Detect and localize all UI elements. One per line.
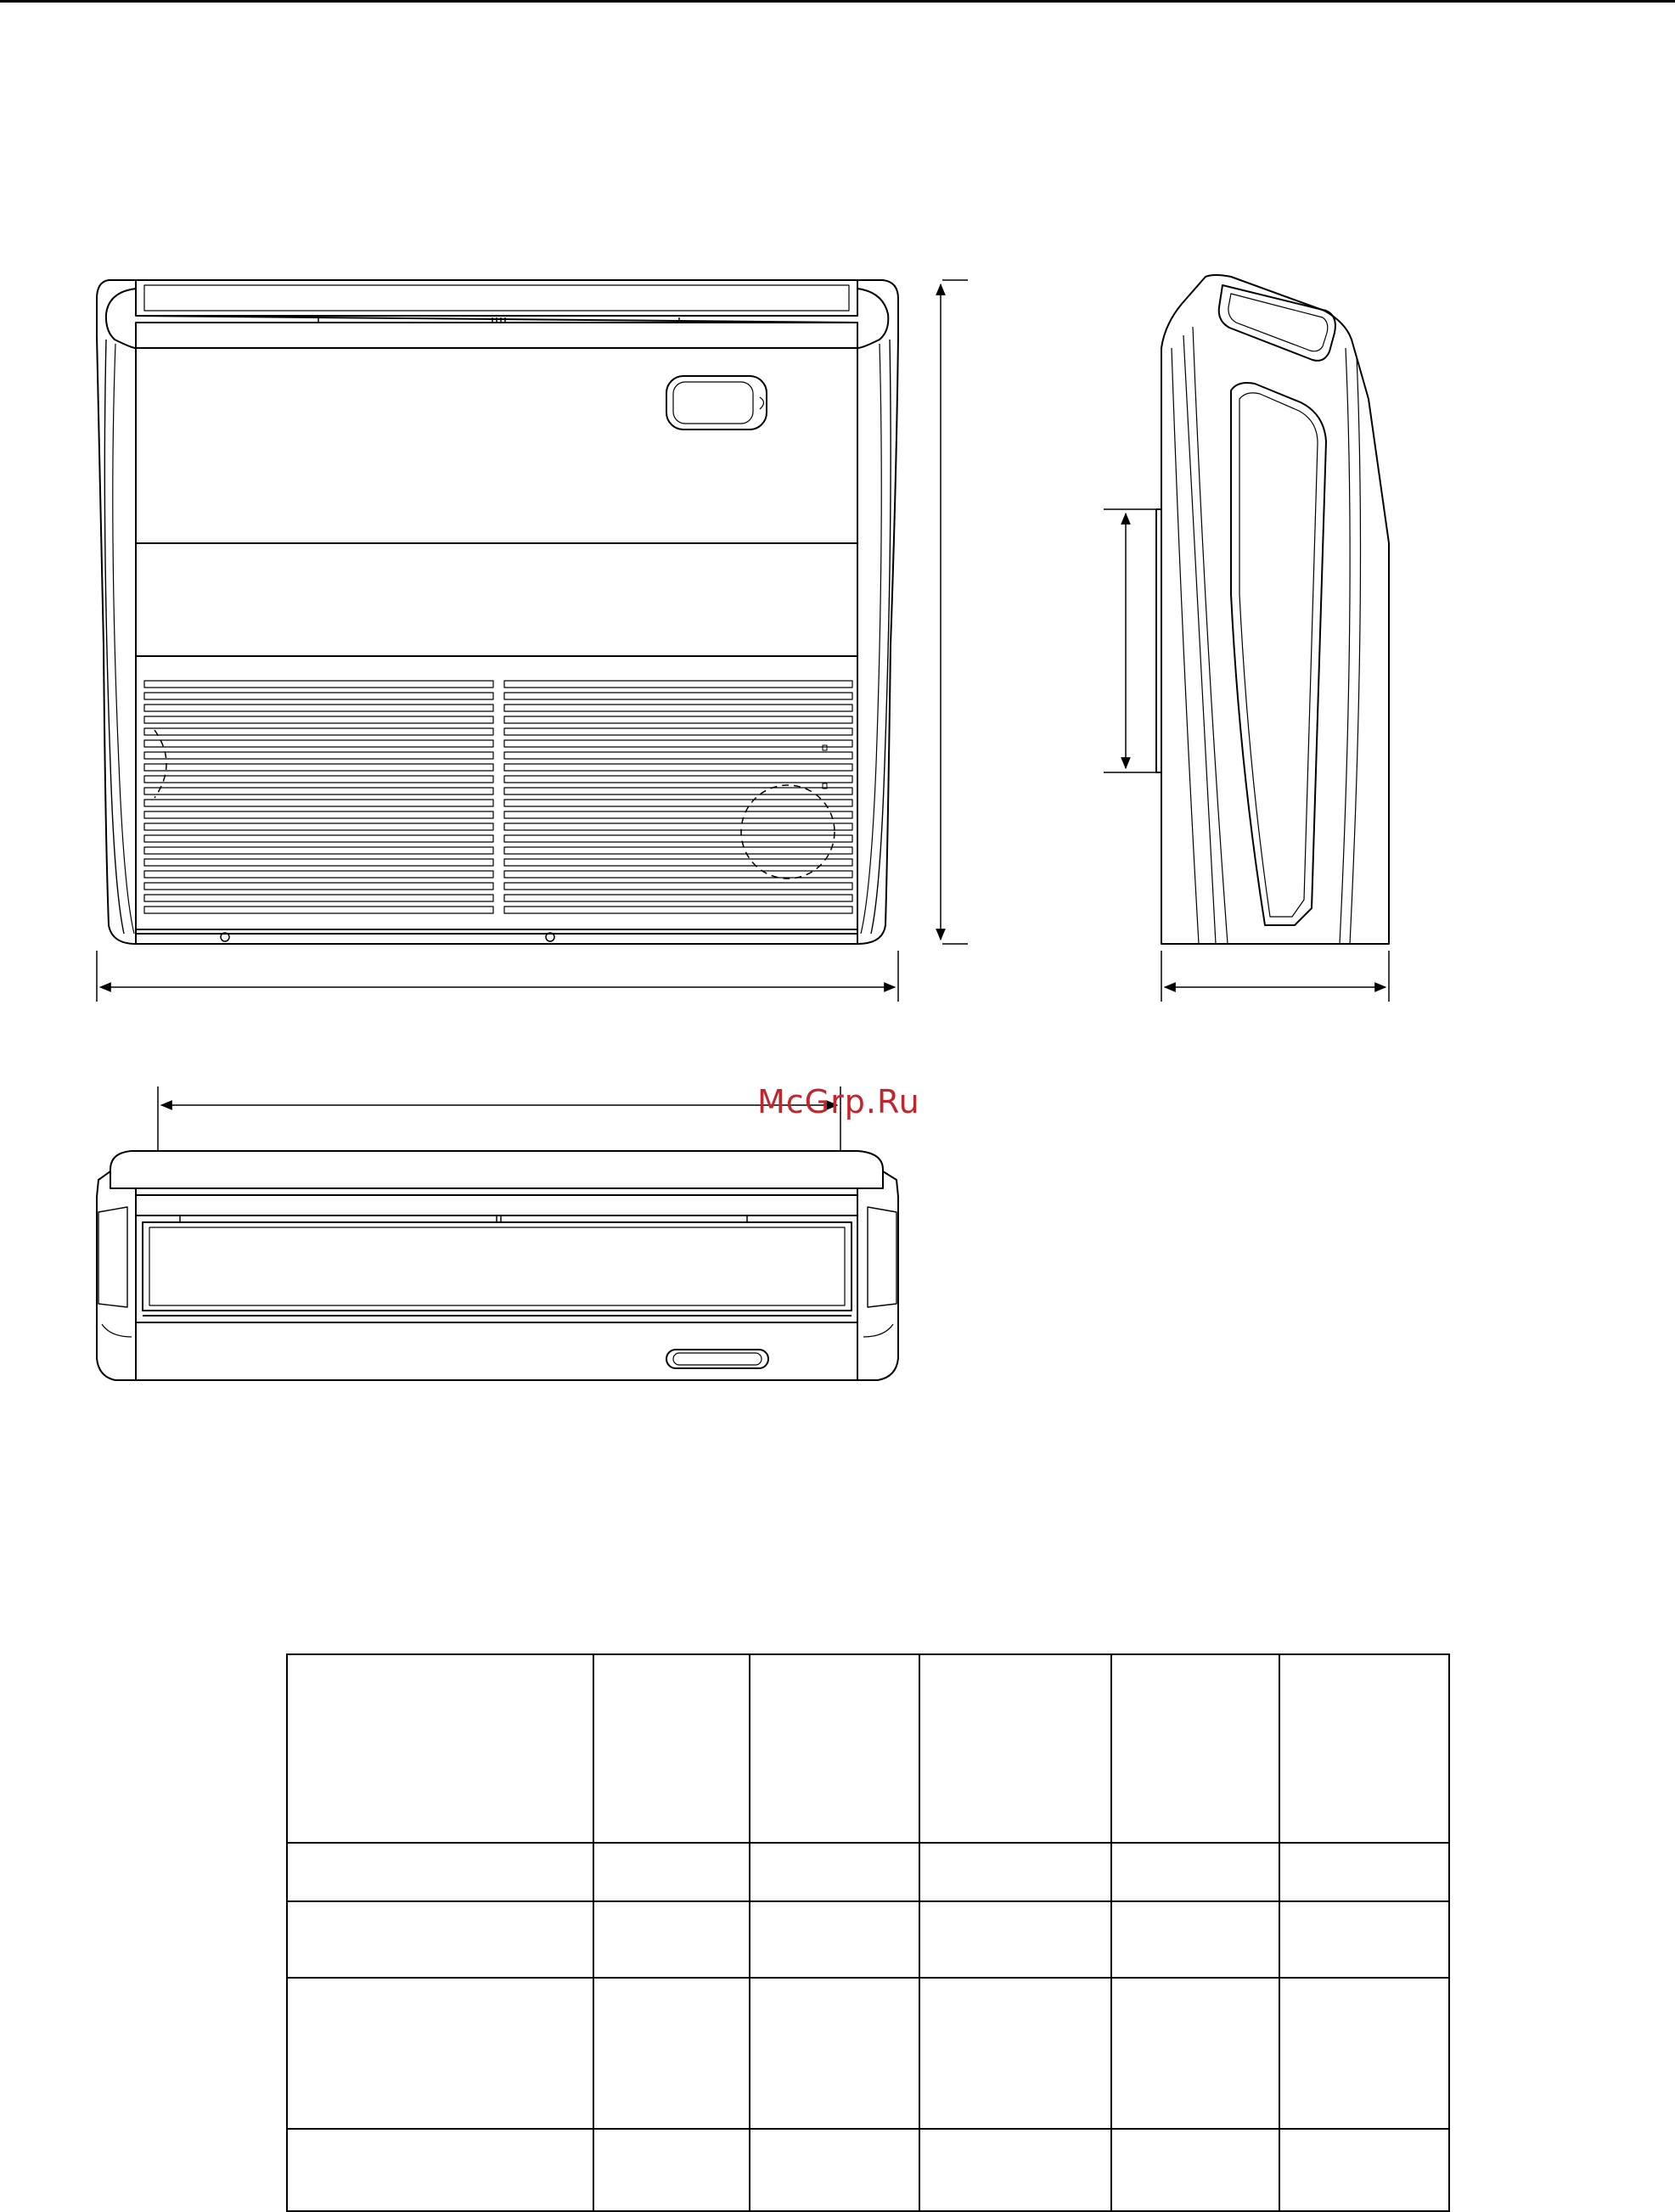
table-cell	[750, 1978, 919, 2129]
table-cell	[919, 1654, 1111, 1843]
louvre-slat	[144, 716, 493, 723]
louvre-slat	[504, 847, 852, 854]
table-cell	[1111, 1978, 1279, 2129]
louvre-slat	[144, 800, 493, 806]
table-cell	[593, 1654, 750, 1843]
louvre-slat	[504, 907, 852, 913]
table-cell	[287, 2129, 593, 2211]
louvre-slat	[504, 883, 852, 890]
table-row	[287, 1901, 1449, 1978]
side-view	[1156, 275, 1389, 944]
louvre-slat	[504, 764, 852, 771]
louvre-slat	[504, 681, 852, 688]
spec-table	[286, 1653, 1450, 2212]
grille-left	[144, 681, 493, 913]
table-cell	[1111, 1843, 1279, 1901]
louvre-slat	[144, 859, 493, 866]
louvre-slat	[504, 788, 852, 794]
louvre-slat	[144, 776, 493, 783]
front-dimension-lines	[97, 280, 968, 1002]
louvre-slat	[504, 740, 852, 747]
table-cell	[750, 2129, 919, 2211]
louvre-slat	[504, 823, 852, 830]
louvre-slat	[504, 716, 852, 723]
table-cell	[750, 1901, 919, 1978]
grille-right	[504, 681, 852, 913]
louvre-slat	[144, 871, 493, 878]
louvre-slat	[144, 705, 493, 711]
table-cell	[287, 1978, 593, 2129]
louvre-slat	[504, 895, 852, 901]
table-cell	[593, 1978, 750, 2129]
table-cell	[919, 2129, 1111, 2211]
table-cell	[593, 1843, 750, 1901]
louvre-slat	[144, 811, 493, 818]
table-cell	[1111, 2129, 1279, 2211]
top-view	[97, 1151, 898, 1380]
table-cell	[593, 2129, 750, 2211]
table-row	[287, 1843, 1449, 1901]
louvre-slat	[504, 800, 852, 806]
table-row	[287, 1978, 1449, 2129]
louvre-slat	[504, 705, 852, 711]
louvre-slat	[144, 740, 493, 747]
louvre-slat	[144, 681, 493, 688]
louvre-slat	[144, 728, 493, 735]
louvre-slat	[144, 788, 493, 794]
table-cell	[750, 1843, 919, 1901]
table-cell	[593, 1901, 750, 1978]
watermark-text: McGrp.Ru	[757, 1083, 920, 1120]
louvre-slat	[144, 883, 493, 890]
side-dimension-lines	[1104, 509, 1389, 1002]
table-cell	[1279, 2129, 1449, 2211]
louvre-slat	[144, 752, 493, 759]
table-cell	[1111, 1901, 1279, 1978]
table-cell	[919, 1901, 1111, 1978]
louvre-slat	[504, 859, 852, 866]
louvre-slat	[504, 693, 852, 699]
louvre-slat	[504, 811, 852, 818]
top-dimension-lines	[158, 1086, 840, 1151]
louvre-slat	[504, 728, 852, 735]
table-cell	[919, 1978, 1111, 2129]
table-cell	[287, 1901, 593, 1978]
table-cell	[287, 1654, 593, 1843]
louvre-slat	[144, 823, 493, 830]
louvre-slat	[144, 693, 493, 699]
table-cell	[750, 1654, 919, 1843]
table-cell	[1279, 1901, 1449, 1978]
table-cell	[919, 1843, 1111, 1901]
table-header-row	[287, 1654, 1449, 1843]
table-row	[287, 2129, 1449, 2211]
table-cell	[287, 1843, 593, 1901]
table-cell	[1279, 1843, 1449, 1901]
front-view	[97, 280, 898, 944]
table-cell	[1279, 1978, 1449, 2129]
louvre-slat	[504, 835, 852, 842]
louvre-slat	[144, 895, 493, 901]
louvre-slat	[144, 764, 493, 771]
louvre-slat	[144, 835, 493, 842]
louvre-slat	[144, 847, 493, 854]
louvre-slat	[144, 907, 493, 913]
louvre-slat	[504, 752, 852, 759]
table-cell	[1279, 1654, 1449, 1843]
louvre-slat	[504, 776, 852, 783]
table-cell	[1111, 1654, 1279, 1843]
